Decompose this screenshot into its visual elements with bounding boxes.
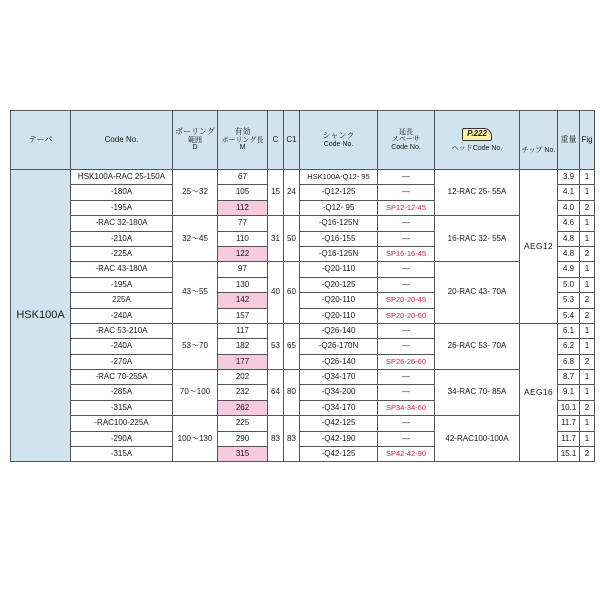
cell-c1: 60 xyxy=(284,262,300,324)
header-effective-l1: 有効 xyxy=(234,127,251,137)
cell-shank-code: -Q34-200 xyxy=(300,385,378,400)
spec-table xyxy=(10,110,595,462)
cell-weight: 4.8 xyxy=(558,246,580,261)
header-shank-l1: シャンク xyxy=(322,131,355,141)
cell-shank-code: -Q20-110 xyxy=(300,293,378,308)
cell-shank-code: -Q20-110 xyxy=(300,308,378,323)
cell-weight: 4.8 xyxy=(558,231,580,246)
header-boring-range-l2: 範囲 xyxy=(188,136,202,144)
header-code-no: Code No. xyxy=(71,111,173,170)
table-row xyxy=(11,216,595,231)
cell-shank-code: HSK100A-Q12- 95 xyxy=(300,170,378,185)
cell-c1: 83 xyxy=(284,416,300,462)
cell-boring-range: 53～70 xyxy=(173,323,218,369)
cell-c: 53 xyxy=(268,323,284,369)
cell-weight: 8.7 xyxy=(558,370,580,385)
cell-spacer-code: — xyxy=(378,262,435,277)
cell-code-no: -225A xyxy=(71,246,173,261)
header-taper: テーパ xyxy=(11,111,71,170)
cell-effective-length: 157 xyxy=(218,308,268,323)
header-boring-range-l1: ボーリング xyxy=(175,127,215,137)
cell-boring-range: 32～45 xyxy=(173,216,218,262)
cell-c: 31 xyxy=(268,216,284,262)
cell-fig: 2 xyxy=(580,447,595,462)
cell-code-no: -240A xyxy=(71,308,173,323)
cell-shank-code: -Q20-110 xyxy=(300,262,378,277)
cell-code-no: -RAC100-225A xyxy=(71,416,173,431)
cell-code-no: -RAC 43-180A xyxy=(71,262,173,277)
cell-c: 64 xyxy=(268,370,284,416)
header-c1: C1 xyxy=(284,111,300,170)
cell-spacer-code: SP34-34-60 xyxy=(378,400,435,415)
cell-shank-code: -Q34-170 xyxy=(300,400,378,415)
header-spacer-l2: スペーサ xyxy=(392,136,420,144)
cell-code-no: -315A xyxy=(71,400,173,415)
cell-weight: 4.0 xyxy=(558,200,580,215)
cell-fig: 1 xyxy=(580,385,595,400)
cell-fig: 2 xyxy=(580,246,595,261)
header-weight: 重量 xyxy=(558,111,580,170)
cell-code-no: -RAC 53-210A xyxy=(71,323,173,338)
cell-fig: 2 xyxy=(580,308,595,323)
cell-effective-length: 117 xyxy=(218,323,268,338)
cell-fig: 2 xyxy=(580,354,595,369)
header-head-code xyxy=(435,111,520,170)
cell-spacer-code: — xyxy=(378,339,435,354)
cell-effective-length: 290 xyxy=(218,431,268,446)
header-chip-no xyxy=(520,111,558,170)
cell-code-no: -240A xyxy=(71,339,173,354)
cell-shank-code: -Q42-125 xyxy=(300,416,378,431)
cell-code-no: 225A xyxy=(71,293,173,308)
table-row xyxy=(11,370,595,385)
cell-fig: 1 xyxy=(580,370,595,385)
cell-code-no: -195A xyxy=(71,200,173,215)
cell-fig: 1 xyxy=(580,216,595,231)
cell-spacer-code: — xyxy=(378,385,435,400)
cell-code-no: HSK100A-RAC 25-150A xyxy=(71,170,173,185)
cell-chip-no: AEG16 xyxy=(520,323,558,462)
cell-shank-code: -Q26-140 xyxy=(300,354,378,369)
cell-effective-length: 232 xyxy=(218,385,268,400)
cell-spacer-code: SP20-20-45 xyxy=(378,293,435,308)
header-fig: Fig xyxy=(580,111,595,170)
cell-head-code: 34-RAC 70- 85A xyxy=(435,370,520,416)
cell-effective-length: 112 xyxy=(218,200,268,215)
cell-weight: 3.9 xyxy=(558,170,580,185)
header-spacer-l3: Code No. xyxy=(391,143,421,151)
cell-spacer-code: SP20-20-60 xyxy=(378,308,435,323)
cell-spacer-code: SP26-26-60 xyxy=(378,354,435,369)
cell-shank-code: -Q16-125N xyxy=(300,246,378,261)
header-effective-length xyxy=(218,111,268,170)
cell-spacer-code: — xyxy=(378,431,435,446)
cell-weight: 6.8 xyxy=(558,354,580,369)
cell-c1: 50 xyxy=(284,216,300,262)
cell-spacer-code: — xyxy=(378,370,435,385)
cell-shank-code: -Q12- 95 xyxy=(300,200,378,215)
cell-weight: 5.4 xyxy=(558,308,580,323)
cell-effective-length: 202 xyxy=(218,370,268,385)
cell-shank-code: -Q16-155 xyxy=(300,231,378,246)
cell-spacer-code: SP42-42-90 xyxy=(378,447,435,462)
cell-weight: 10.1 xyxy=(558,400,580,415)
header-chip-no-label: チップ No. xyxy=(521,147,556,155)
header-head-code-label: ヘッドCode No. xyxy=(451,144,503,152)
table-row xyxy=(11,416,595,431)
table-row xyxy=(11,170,595,185)
cell-spacer-code: — xyxy=(378,185,435,200)
cell-weight: 11.7 xyxy=(558,416,580,431)
header-effective-l3: M xyxy=(239,144,246,152)
cell-effective-length: 122 xyxy=(218,246,268,261)
header-boring-range-l3: D xyxy=(192,144,198,152)
cell-code-no: -RAC 32-180A xyxy=(71,216,173,231)
cell-spacer-code: — xyxy=(378,416,435,431)
cell-code-no: -315A xyxy=(71,447,173,462)
header-c: C xyxy=(268,111,284,170)
cell-effective-length: 315 xyxy=(218,447,268,462)
cell-spacer-code: — xyxy=(378,277,435,292)
cell-weight: 9.1 xyxy=(558,385,580,400)
cell-shank-code: -Q34-170 xyxy=(300,370,378,385)
cell-head-code: 20-RAC 43- 70A xyxy=(435,262,520,324)
table-row xyxy=(11,323,595,338)
cell-boring-range: 70～100 xyxy=(173,370,218,416)
cell-effective-length: 67 xyxy=(218,170,268,185)
cell-c: 40 xyxy=(268,262,284,324)
header-shank-code xyxy=(300,111,378,170)
cell-boring-range: 100～130 xyxy=(173,416,218,462)
cell-effective-length: 130 xyxy=(218,277,268,292)
cell-weight: 5.0 xyxy=(558,277,580,292)
cell-spacer-code: — xyxy=(378,231,435,246)
cell-head-code: 16-RAC 32- 55A xyxy=(435,216,520,262)
cell-code-no: -270A xyxy=(71,354,173,369)
cell-fig: 1 xyxy=(580,262,595,277)
cell-fig: 2 xyxy=(580,293,595,308)
header-boring-range xyxy=(173,111,218,170)
cell-code-no: -285A xyxy=(71,385,173,400)
cell-fig: 2 xyxy=(580,200,595,215)
cell-effective-length: 142 xyxy=(218,293,268,308)
cell-shank-code: -Q26-170N xyxy=(300,339,378,354)
cell-effective-length: 177 xyxy=(218,354,268,369)
cell-head-code: 26-RAC 53- 70A xyxy=(435,323,520,369)
cell-code-no: -210A xyxy=(71,231,173,246)
table-row xyxy=(11,262,595,277)
cell-shank-code: -Q26-140 xyxy=(300,323,378,338)
spec-table-body xyxy=(11,170,595,462)
header-shank-l2: Code No. xyxy=(323,140,354,148)
cell-shank-code: -Q42-125 xyxy=(300,447,378,462)
cell-fig: 2 xyxy=(580,400,595,415)
cell-weight: 4.1 xyxy=(558,185,580,200)
cell-boring-range: 43～55 xyxy=(173,262,218,324)
cell-chip-no: AEG12 xyxy=(520,170,558,324)
taper-cell: HSK100A xyxy=(11,170,71,462)
cell-fig: 1 xyxy=(580,323,595,338)
cell-head-code: 12-RAC 25- 55A xyxy=(435,170,520,216)
cell-code-no: -195A xyxy=(71,277,173,292)
cell-spacer-code: SP12-12-45 xyxy=(378,200,435,215)
cell-spacer-code: SP16-16-45 xyxy=(378,246,435,261)
cell-shank-code: -Q20-125 xyxy=(300,277,378,292)
cell-fig: 1 xyxy=(580,185,595,200)
cell-effective-length: 225 xyxy=(218,416,268,431)
header-spacer-code xyxy=(378,111,435,170)
cell-weight: 4.9 xyxy=(558,262,580,277)
cell-fig: 1 xyxy=(580,231,595,246)
cell-fig: 1 xyxy=(580,170,595,185)
cell-c: 15 xyxy=(268,170,284,216)
cell-shank-code: -Q12-125 xyxy=(300,185,378,200)
cell-boring-range: 25～32 xyxy=(173,170,218,216)
cell-fig: 1 xyxy=(580,277,595,292)
cell-code-no: -RAC 70-255A xyxy=(71,370,173,385)
cell-effective-length: 262 xyxy=(218,400,268,415)
cell-weight: 4.6 xyxy=(558,216,580,231)
cell-weight: 5.3 xyxy=(558,293,580,308)
cell-spacer-code: — xyxy=(378,323,435,338)
cell-c1: 24 xyxy=(284,170,300,216)
cell-effective-length: 182 xyxy=(218,339,268,354)
cell-weight: 6.2 xyxy=(558,339,580,354)
cell-c: 83 xyxy=(268,416,284,462)
cell-weight: 15.1 xyxy=(558,447,580,462)
cell-spacer-code: — xyxy=(378,170,435,185)
cell-c1: 80 xyxy=(284,370,300,416)
header-spacer-l1: 延長 xyxy=(399,128,413,136)
cell-shank-code: -Q16-125N xyxy=(300,216,378,231)
header-effective-l2: ボーリング長 xyxy=(221,136,264,144)
cell-head-code: 42-RAC100-100A xyxy=(435,416,520,462)
cell-effective-length: 97 xyxy=(218,262,268,277)
cell-weight: 6.1 xyxy=(558,323,580,338)
page-reference-badge[interactable]: P.222 xyxy=(462,128,492,140)
cell-fig: 1 xyxy=(580,431,595,446)
cell-spacer-code: — xyxy=(378,216,435,231)
cell-c1: 65 xyxy=(284,323,300,369)
cell-code-no: -180A xyxy=(71,185,173,200)
cell-effective-length: 105 xyxy=(218,185,268,200)
cell-fig: 1 xyxy=(580,416,595,431)
cell-weight: 11.7 xyxy=(558,431,580,446)
cell-code-no: -290A xyxy=(71,431,173,446)
cell-shank-code: -Q42-190 xyxy=(300,431,378,446)
cell-effective-length: 110 xyxy=(218,231,268,246)
cell-effective-length: 77 xyxy=(218,216,268,231)
cell-fig: 1 xyxy=(580,339,595,354)
